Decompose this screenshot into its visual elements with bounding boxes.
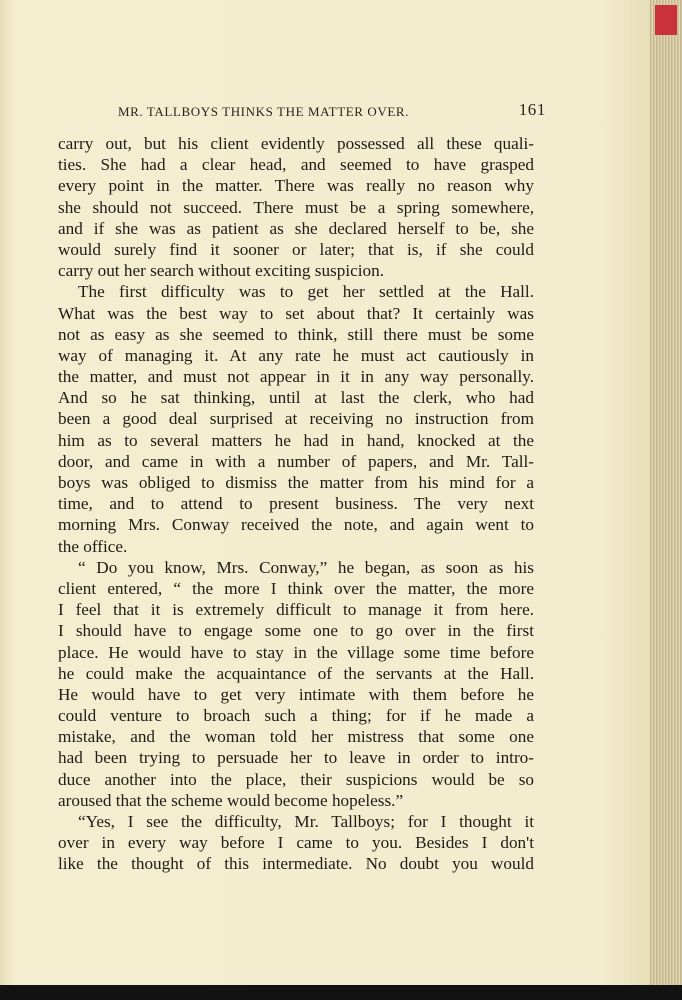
- text-line: not as easy as she seemed to think, still there must be some: [58, 324, 534, 344]
- text-line: like the thought of this intermediate. No doubt you would: [58, 854, 534, 874]
- running-title: MR. TALLBOYS THINKS THE MATTER OVER.: [118, 104, 410, 119]
- text-line: door, and came in with a number of papers, and Mr. Tall-: [58, 451, 534, 471]
- text-line: He would have to get very intimate with them before he: [58, 684, 534, 704]
- text-line: carry out her search without exciting suspicion.: [58, 261, 384, 281]
- text-line: and if she was as patient as she declared herself to be, she: [58, 218, 534, 238]
- text-line: him as to several matters he had in hand, knocked at the: [58, 430, 534, 450]
- text-line: I feel that it is extremely difficult to manage it from here.: [58, 600, 534, 620]
- page-number: 161: [518, 100, 546, 119]
- text-line: he could make the acquaintance of the servants at the Hall.: [58, 663, 534, 683]
- text-line: the matter, and must not appear in it in any way personally.: [58, 367, 534, 387]
- running-head: [58, 98, 546, 122]
- text-line: duce another into the place, their suspicions would be so: [58, 769, 534, 789]
- text-line: The first difficulty was to get her settled at the Hall.: [78, 282, 534, 302]
- text-line: place. He would have to stay in the village some time before: [58, 642, 534, 662]
- text-line: “Yes, I see the difficulty, Mr. Tallboys; for I thought it: [78, 812, 534, 831]
- text-line: ties. She had a clear head, and seemed to have grasped: [58, 155, 534, 175]
- text-line: the office.: [58, 536, 128, 556]
- gutter-bleed-through: [0, 120, 14, 420]
- text-line: mistake, and the woman told her mistress that some one: [58, 727, 534, 747]
- text-line: time, and to attend to present business. The very next: [58, 494, 534, 514]
- bookmark-ribbon: [655, 5, 677, 35]
- text-line: every point in the matter. There was really no reason why: [58, 176, 534, 196]
- text-line: been a good deal surprised at receiving no instruction from: [58, 409, 534, 429]
- text-line: could venture to broach such a thing; for if he made a: [58, 706, 534, 726]
- text-line: had been trying to persuade her to leave in order to intro-: [58, 748, 534, 768]
- text-line: What was the best way to set about that? It certainly was: [58, 303, 534, 323]
- text-line: way of managing it. At any rate he must act cautiously in: [58, 345, 534, 365]
- text-line: boys was obliged to dismiss the matter from his mind for a: [58, 473, 534, 492]
- scan-border: [0, 985, 682, 1000]
- text-line: aroused that the scheme would become hopeless.”: [58, 790, 404, 810]
- text-line: she should not succeed. There must be a spring somewhere,: [58, 197, 534, 217]
- text-line: carry out, but his client evidently possessed all these quali-: [58, 134, 534, 153]
- text-line: morning Mrs. Conway received the note, and again went to: [58, 515, 534, 535]
- text-line: “ Do you know, Mrs. Conway,” he began, as soon as his: [78, 557, 534, 577]
- text-line: client entered, “ the more I think over the matter, the more: [58, 578, 534, 598]
- text-line: over in every way before I came to you. Besides I don't: [58, 833, 534, 853]
- text-line: I should have to engage some one to go over in the first: [58, 621, 534, 641]
- body-text: [58, 133, 534, 875]
- text-line: And so he sat thinking, until at last the clerk, who had: [58, 388, 534, 408]
- text-line: would surely find it sooner or later; that is, if she could: [58, 239, 534, 259]
- page-stack-edges: [650, 0, 682, 985]
